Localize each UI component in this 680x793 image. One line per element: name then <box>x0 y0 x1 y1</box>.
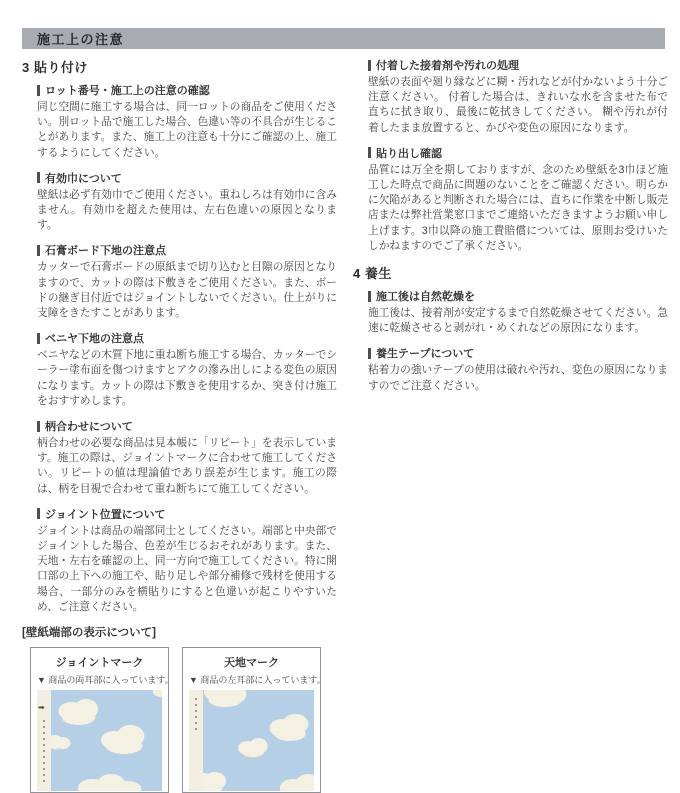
joint-mark-title: ジョイントマーク <box>55 657 144 670</box>
mark-sample-boxes <box>30 647 337 793</box>
section-bullet-icon <box>368 60 371 71</box>
section-title <box>37 418 337 434</box>
section-body: 品質には万全を期しておりますが、念のため壁紙を3巾ほど施工した時点で商品に問題のないことをご確認ください。明らかに欠陥があると判断された場合には、直ちに作業を中断し販売店または弊社営業窓口までご連絡いただきますようお願い申し上げます。3巾以降の施工費賠償については、原則お受けいたしかねますのでご了承ください。 <box>368 163 668 252</box>
right-sections-bottom <box>353 288 668 394</box>
section-body: 柄合わせの必要な商品は見本帳に「リピート」を表示しています。施工の際は、ジョイントマークに合わせて施工してください。リピートの値は理論値であり誤差が生じます。施工の際は、柄を目視で合わせて重ね断ちにて施工してください。 <box>37 437 337 495</box>
selvage-strip <box>189 690 203 791</box>
section-title <box>368 145 668 161</box>
section-title-text: 付着した接着剤や汚れの処理 <box>376 60 519 72</box>
sky-clouds-illustration <box>203 690 314 791</box>
selvage-print-marks <box>43 720 45 782</box>
section-title-text: 柄合わせについて <box>45 421 133 434</box>
section-title <box>37 82 337 98</box>
page-title: 施工上の注意 <box>37 32 125 47</box>
edge-display-heading: [壁紙端部の表示について] <box>22 627 156 640</box>
left-column <box>22 57 337 793</box>
section-4-heading: 4 養生 <box>353 266 392 282</box>
section-title-text: 有効巾について <box>45 172 122 185</box>
section-joint-position <box>37 506 337 615</box>
section-plywood <box>37 330 337 409</box>
section-body: 同じ空間に施工する場合は、同一ロットの商品をご使用ください。別ロット品で施工した場合、色違い等の不具合が生じることがあります。また、施工上の注意も十分にご確認の上、施工するようにしてください。 <box>37 101 337 159</box>
section-title-text: 養生テープについて <box>376 348 475 361</box>
section-3-heading: 3 貼り付け <box>22 60 88 75</box>
tenchi-mark-box <box>182 647 326 793</box>
section-title <box>368 288 668 304</box>
section-title <box>368 345 668 361</box>
section-bullet-icon <box>37 508 40 519</box>
section-bullet-icon <box>37 421 40 432</box>
section-lot-number <box>37 82 337 161</box>
tenchi-mark-title: 天地マーク <box>224 657 279 670</box>
selvage-print-marks <box>195 698 197 732</box>
joint-mark-box <box>30 647 174 793</box>
section-bullet-icon <box>368 291 371 302</box>
joint-mark-sample-image <box>37 690 162 791</box>
section-body: ジョイントは商品の端部同士としてください。端部と中央部でジョイントした場合、色差が生じるおそれがあります。また、天地・左右を確認の上、同一方向で施工してください。特に開口部の上下への施工や、貼り足しや部分補修で残材を使用する場合、一部分のみを横貼りにすると色違いが起こりやすいため、ご注意ください。 <box>37 524 337 613</box>
section-title-text: 石膏ボード下地の注意点 <box>45 245 166 258</box>
section-bullet-icon <box>368 348 371 359</box>
section-title <box>37 170 337 186</box>
section-body: ベニヤなどの木質下地に重ね断ち施工する場合、カッターでシーラー塗布面を傷つけますとアクの滲み出しによる変色の原因になります。カットの際は下敷きを使用するか、突き付け施工をおすすめします。 <box>37 349 337 407</box>
section-pattern-matching <box>37 418 337 497</box>
section-title-text: ジョイント位置について <box>45 508 166 521</box>
joint-mark-caption: ▼ 商品の両耳部に入っています。 <box>37 675 174 686</box>
section-gypsum-board <box>37 242 337 321</box>
section-bullet-icon <box>37 172 40 183</box>
section-body: 壁紙の表面や廻り縁などに糊・汚れなどが付かないよう十分ご注意ください。 付着した場合は、きれいな水を含ませた布で直ちに拭き取り、最後に乾拭きしてください。 糊や汚れが付着したまま放置すると、かびや変色の原因になります。 <box>368 76 668 134</box>
section-natural-drying <box>368 288 668 336</box>
sky-clouds-illustration <box>51 690 162 791</box>
section-title-text: 貼り出し確認 <box>376 147 442 160</box>
section-title <box>37 242 337 258</box>
content-columns <box>22 57 668 793</box>
section-bullet-icon <box>368 147 371 158</box>
section-title-text: 施工後は自然乾燥を <box>376 291 475 304</box>
section-effective-width <box>37 170 337 234</box>
page-title-bar <box>22 28 665 49</box>
section-title-text: ベニヤ下地の注意点 <box>45 333 144 346</box>
section-title <box>37 506 337 522</box>
selvage-strip <box>37 690 51 791</box>
section-start-check <box>368 145 668 254</box>
section-body: カッターで石膏ボードの原紙まで切り込むと目隙の原因となりますので、カットの際は下敷きをご使用ください。また、ボードの継ぎ目付近ではジョイントしないでください。仕上がりに支障をきたすことがあります。 <box>37 261 337 320</box>
section-adhesive-stains <box>368 57 668 136</box>
section-bullet-icon <box>37 245 40 256</box>
section-title <box>368 57 668 73</box>
section-bullet-icon <box>37 333 40 344</box>
section-title <box>37 330 337 346</box>
right-sections-top <box>353 57 668 254</box>
section-masking-tape <box>368 345 668 393</box>
section-body: 施工後は、接着剤が安定するまで自然乾燥させてください。急速に乾燥させると剥がれ・めくれなどの原因になります。 <box>368 307 668 335</box>
section-bullet-icon <box>37 85 40 96</box>
tenchi-mark-caption: ▼ 商品の左耳部に入っています。 <box>189 675 326 686</box>
left-sections <box>22 82 337 615</box>
tenchi-mark-sample-image <box>189 690 314 791</box>
joint-arrow-icon: ➡ <box>38 703 45 713</box>
section-title-text: ロット番号・施工上の注意の確認 <box>45 85 210 97</box>
section-body: 粘着力の強いテープの使用は破れや汚れ、変色の原因になりますのでご注意ください。 <box>368 364 668 392</box>
section-body: 壁紙は必ず有効巾でご使用ください。重ねしろは有効巾に含みません。有効巾を超えた使用は、左右色違いの原因となります。 <box>37 188 337 232</box>
right-column <box>353 57 668 793</box>
